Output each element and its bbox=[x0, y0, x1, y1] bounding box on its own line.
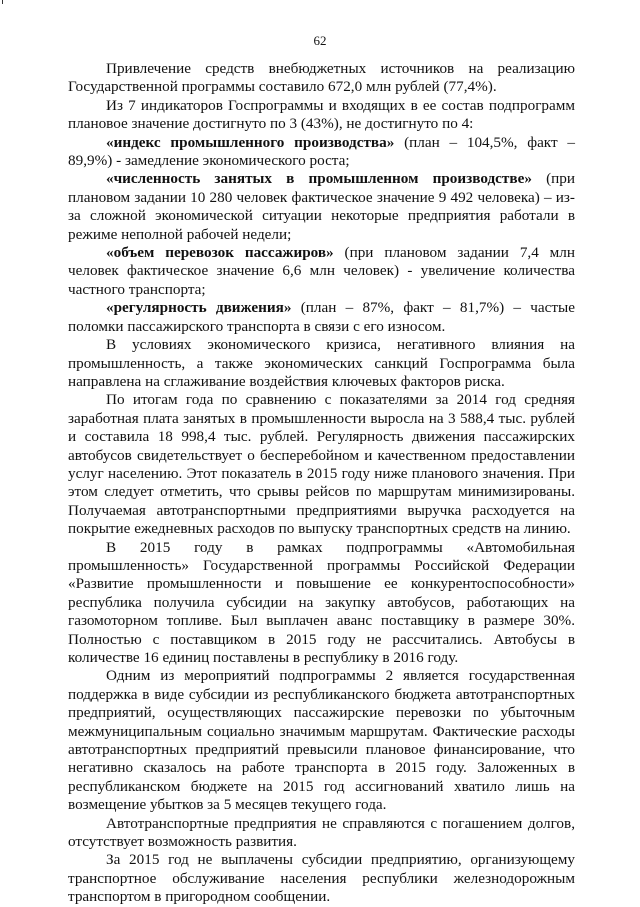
paragraph-crisis bbox=[68, 336, 575, 391]
indicator-detail: (план – 104,5%, факт – 89,9%) - замедление экономического роста; bbox=[68, 133, 575, 170]
page-number: 62 bbox=[313, 33, 327, 48]
paragraph-text: По итогам года по сравнению с показателями за 2014 год средняя заработная плата занятых в промышленности выросла на 3 588,4 тыс. рублей и составила 18 998,4 тыс. рублей. Регулярность движения пассажирских автобусов свидетельствует о бесперебойном и качественном предоставлении услуг населению. Этот показатель в 2015 году ниже планового значения. При этом следует отметить, что срывы рейсов по маршрутам минимизированы. Получаемая автотранспортными предприятиями выручка расходуется на покрытие ежедневных расходов по выпуску транспортных средств на линию. bbox=[68, 391, 575, 538]
indicator-detail: (при плановом задании 10 280 человек фактическое значение 9 492 человека) – из-за сложной экономической ситуации некоторые предприятия работали в режиме неполной рабочей недели; bbox=[68, 170, 575, 243]
paragraph-rail bbox=[68, 851, 575, 906]
indicator-regularity bbox=[68, 299, 575, 336]
paragraph-buses bbox=[68, 539, 575, 668]
scan-mark bbox=[2, 0, 3, 4]
paragraph-text: В 2015 году в рамках подпрограммы «Автомобильная промышленность» Государственной программы Российской Федерации «Развитие промышленности и повышение ее конкурентоспособности» республика получила субсидии на закупку автобусов, работающих на газомоторном топливе. Был выплачен аванс поставщику в размере 30%. Полностью с поставщиком в 2015 году не рассчитались. Автобусы в количестве 16 единиц поставлены в республику в 2016 году. bbox=[68, 538, 575, 666]
indicator-name: «объем перевозок пассажиров» bbox=[106, 244, 334, 262]
indicator-industrial-index bbox=[68, 134, 575, 171]
indicator-passenger-volume bbox=[68, 244, 575, 299]
indicator-employment bbox=[68, 170, 575, 244]
indicator-detail: (при плановом задании 7,4 млн человек фактическое значение 6,6 млн человек) - увеличение количества частного транспорта; bbox=[68, 244, 575, 298]
document-body bbox=[68, 60, 575, 907]
paragraph-text: За 2015 год не выплачены субсидии предприятию, организующему транспортное обслуживание населения республики железнодорожным транспортом в пригородном сообщении. bbox=[68, 851, 575, 906]
paragraph-funding bbox=[68, 60, 575, 97]
indicator-name: «индекс промышленного производства» bbox=[106, 133, 395, 151]
paragraph-salary bbox=[68, 391, 575, 538]
indicator-name: «регулярность движения» bbox=[106, 299, 292, 317]
indicator-name: «численность занятых в промышленном производстве» bbox=[106, 170, 532, 188]
paragraph-debts bbox=[68, 815, 575, 852]
paragraph-text: В условиях экономического кризиса, негативного влияния на промышленность, а также экономических санкций Госпрограмма была направлена на сглаживание воздействия ключевых факторов риска. bbox=[68, 336, 575, 390]
paragraph-text: Одним из мероприятий подпрограммы 2 является государственная поддержка в виде субсидии из республиканского бюджета автотранспортных предприятий, осуществляющих пассажирские перевозки по убыточным межмуниципальным социально значимым маршрутам. Фактические расходы автотранспортных предприятий превысили плановое финансирование, что негативно сказалось на работе транспорта в 2015 году. Заложенных в республиканском бюджете на 2015 год ассигнований хватило лишь на возмещение убытков за 5 месяцев текущего года. bbox=[68, 667, 575, 814]
paragraph-subsidy bbox=[68, 667, 575, 814]
paragraph-text: Автотранспортные предприятия не справляются с погашением долгов, отсутствует возможность развития. bbox=[68, 814, 575, 851]
paragraph-text: Привлечение средств внебюджетных источников на реализацию Государственной программы составило 672,0 млн рублей (77,4%). bbox=[68, 60, 575, 96]
indicator-detail: (план – 87%, факт – 81,7%) – частые поломки пассажирского транспорта в связи с его износом. bbox=[68, 299, 575, 335]
paragraph-text: Из 7 индикаторов Госпрограммы и входящих в ее состав подпрограмм плановое значение достигнуто по 3 (43%), не достигнуто по 4: bbox=[68, 96, 575, 133]
paragraph-indicators bbox=[68, 97, 575, 134]
